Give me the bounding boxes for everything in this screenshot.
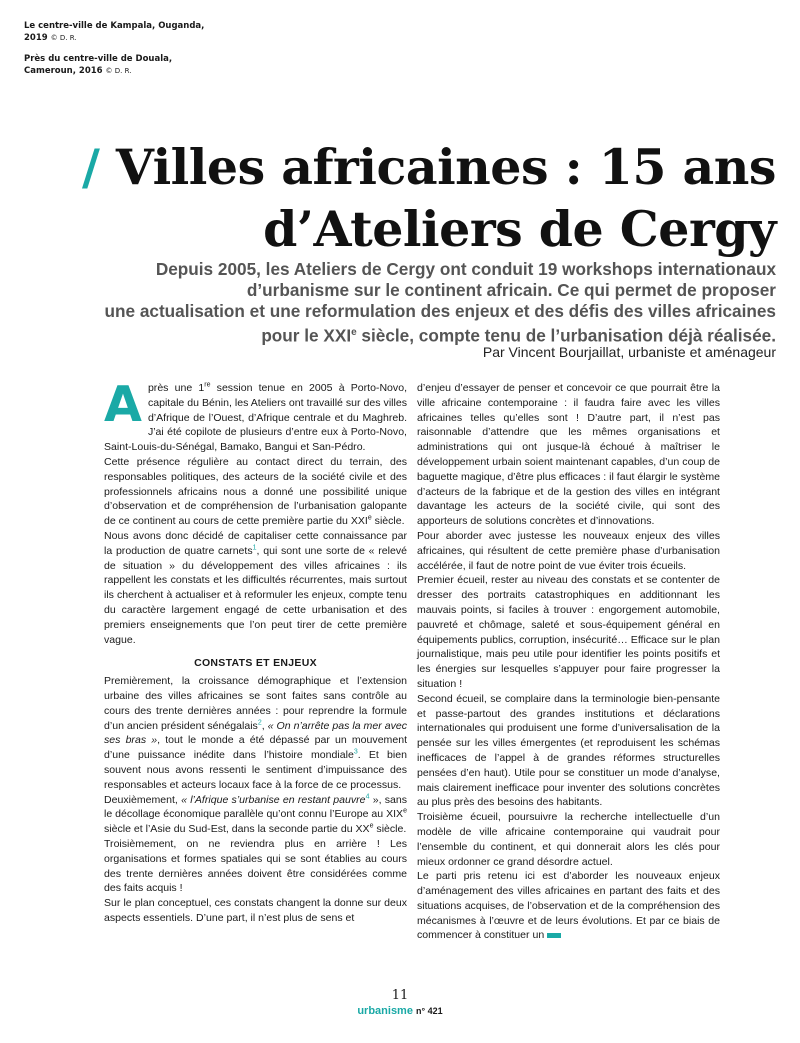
page-number: 11: [391, 988, 409, 1003]
paragraph: Le parti pris retenu ici est d’aborder les nouveaux enjeux d’aménagement des villes africaines en partant des faits et des situations acquises, de l’observation et de la compréhension des mécanismes à l’œuvre et de leurs évolutions. Et par ce biais de commencer à constituer un: [417, 870, 720, 942]
title-slash: /: [81, 138, 100, 196]
paragraph: Troisième écueil, poursuivre la recherche intellectuelle d’un modèle de ville africaine contemporaine qui vaudrait pour l’ensemble du continent, et qui donnerait alors les clés pour mieux ordonner ce grand désordre actuel.: [417, 811, 720, 868]
paragraph: Troisièmement, on ne reviendra plus en arrière ! Les organisations et formes spatiales qui se sont établies au cours des trente dernières années doivent être considérées comme des faits acquis !: [104, 837, 407, 895]
paragraph: d’enjeu d’essayer de penser et concevoir ce que pourrait être la ville africaine contemporaine : il faudra faire avec les villes africaines telles qu’elles sont ! D’autre part, il n’est pas raisonnable d’attendre que les mêmes organisations et administrations qui ont jusque-là échoué à maîtriser le développement urbain soient maintenant capables, d’un coup de baguette magique, d’être plus efficaces : il faut élargir le système d’acteurs de la fabrique et de la gestion des villes en intégrant davantage les acteurs de la société civile, qui sont des apporteurs de solutions concrètes et d’innovations.: [417, 382, 720, 528]
caption-credit: © D. R.: [105, 67, 132, 75]
footnote-ref: 2: [257, 719, 262, 727]
paragraph: Nous avons donc décidé de capitaliser cette connaissance par la production de quatre carnets$^1$, qui sont une sorte de « relevé de situation » du développement des villes africaines : ils rappellent les constats et les difficultés récurrentes, mais surtout ils cherchent à actualiser et à reformuler les enjeux, compte tenu du caractère largement engagé de cette urbanisation et des premiers enseignements que l’on peut tirer de cette première vague.: [104, 529, 408, 646]
caption-kampala: Le centre-ville de Kampala, Ouganda, 2019 © D. R.: [24, 21, 205, 43]
title-line-1: / Villes africaines : 15 ans: [81, 138, 776, 196]
continuation-marker: [547, 933, 561, 938]
paragraph: Deuxièmement, « l’Afrique s’urbanise en restant pauvre$^4$ », sans le décollage économique parallèle qu’ont connu l’Europe au XIXe siècle et l’Asie du Sud-Est, dans la seconde partie du XXe siècle.: [104, 793, 408, 836]
photo-captions: [24, 20, 224, 86]
article-lead: Depuis 2005, les Ateliers de Cergy ont conduit 19 workshops internationaux d’urbanisme sur le continent africain. Ce qui permet de proposer une actualisation et une reformulation des enjeux et des défis des villes africaines pour le XXIe siècle, compte tenu de l’urbanisation déjà réalisée.: [104, 259, 776, 346]
caption-douala: Près du centre-ville de Douala, Cameroun, 2016 © D. R.: [24, 54, 173, 76]
paragraph: Après une 1re session tenue en 2005 à Porto-Novo, capitale du Bénin, les Ateliers ont travaillé sur des villes d’Afrique de l’Ouest, d’Afrique centrale et du Maghreb. J’ai été copilote de plusieurs d’entre eux à Porto-Novo, Saint-Louis-du-Sénégal, Bamako, Bangui et San-Pédro.: [104, 376, 407, 454]
drop-cap: A: [104, 376, 142, 433]
paragraph: Second écueil, se complaire dans la terminologie bien-pensante et passe-partout des grandes institutions et déclarations internationales qui produisent une forme d’universalisation de la pensée sur les villes émergentes (et reproduisent les schémas inefficaces de l’appel à de grandes réformes structurelles pensées d’en haut). Utile pour se constituer un mode d’analyse, mais clairement inefficace pour inventer des solutions concrètes au plus près des besoins des habitants.: [417, 692, 720, 809]
paragraph: Sur le plan conceptuel, ces constats changent la donne sur deux aspects essentiels. D’une part, il n’est plus de sens et: [104, 897, 407, 924]
column-right: [417, 381, 720, 943]
paragraph: Pour aborder avec justesse les nouveaux enjeux des villes africaines, qui résultent de cette première phase d’urbanisation accélérée, il faut de notre point de vue éviter trois écueils.: [417, 529, 720, 572]
footnote-ref: 4: [365, 793, 370, 800]
title-line-2: d’Ateliers de Cergy: [263, 200, 776, 258]
byline: Par Vincent Bourjaillat, urbaniste et aménageur: [482, 344, 776, 360]
article-title: [76, 136, 776, 260]
page-footer: [0, 988, 800, 1018]
footnote-ref: 1: [252, 544, 257, 552]
section-heading: CONSTATS ET ENJEUX: [194, 657, 317, 670]
paragraph: Premièrement, la croissance démographique et l’extension urbaine des villes africaines se sont faites sans contrôle au cours des trente dernières années : pour reprendre la formule d’un ancien président sénégalais$^2$, « On n’arrête pas la mer avec ses bras », tout le monde a été dépassé par un mouvement d’une puissance inédite dans l’histoire mondiale$^3$. Et bien souvent nous avons ressenti le sentiment d’impuissance des responsables et acteurs locaux face à la force de ce processus.: [104, 675, 408, 791]
footnote-ref: 3: [353, 748, 358, 756]
magazine-logo: urbanisme: [357, 1005, 413, 1017]
caption-credit: © D. R.: [50, 34, 77, 42]
magazine-signature: [0, 1004, 800, 1018]
column-left: [104, 376, 408, 926]
paragraph: Cette présence régulière au contact direct du terrain, des responsables politiques, des acteurs de la société civile et des professionnels africains nous a donné une possibilité unique d’observation et de compréhension de l’urbanisation galopante de ce continent au cours de cette première partie du XXIe siècle.: [104, 455, 407, 528]
issue-number: n° 421: [416, 1006, 443, 1016]
paragraph: Premier écueil, rester au niveau des constats et se contenter de dresser des portraits catastrophiques en additionnant les mauvais points, si faciles à trouver : engorgement automobile, pauvreté et chômage, saleté et sous-équipement général en équipements publics, corruption, insécurité… Efficace sur le plan journalistique, mais peu utile pour identifier les points positifs et les énergies sur lesquelles s’appuyer pour faire progresser la situation !: [417, 574, 720, 690]
